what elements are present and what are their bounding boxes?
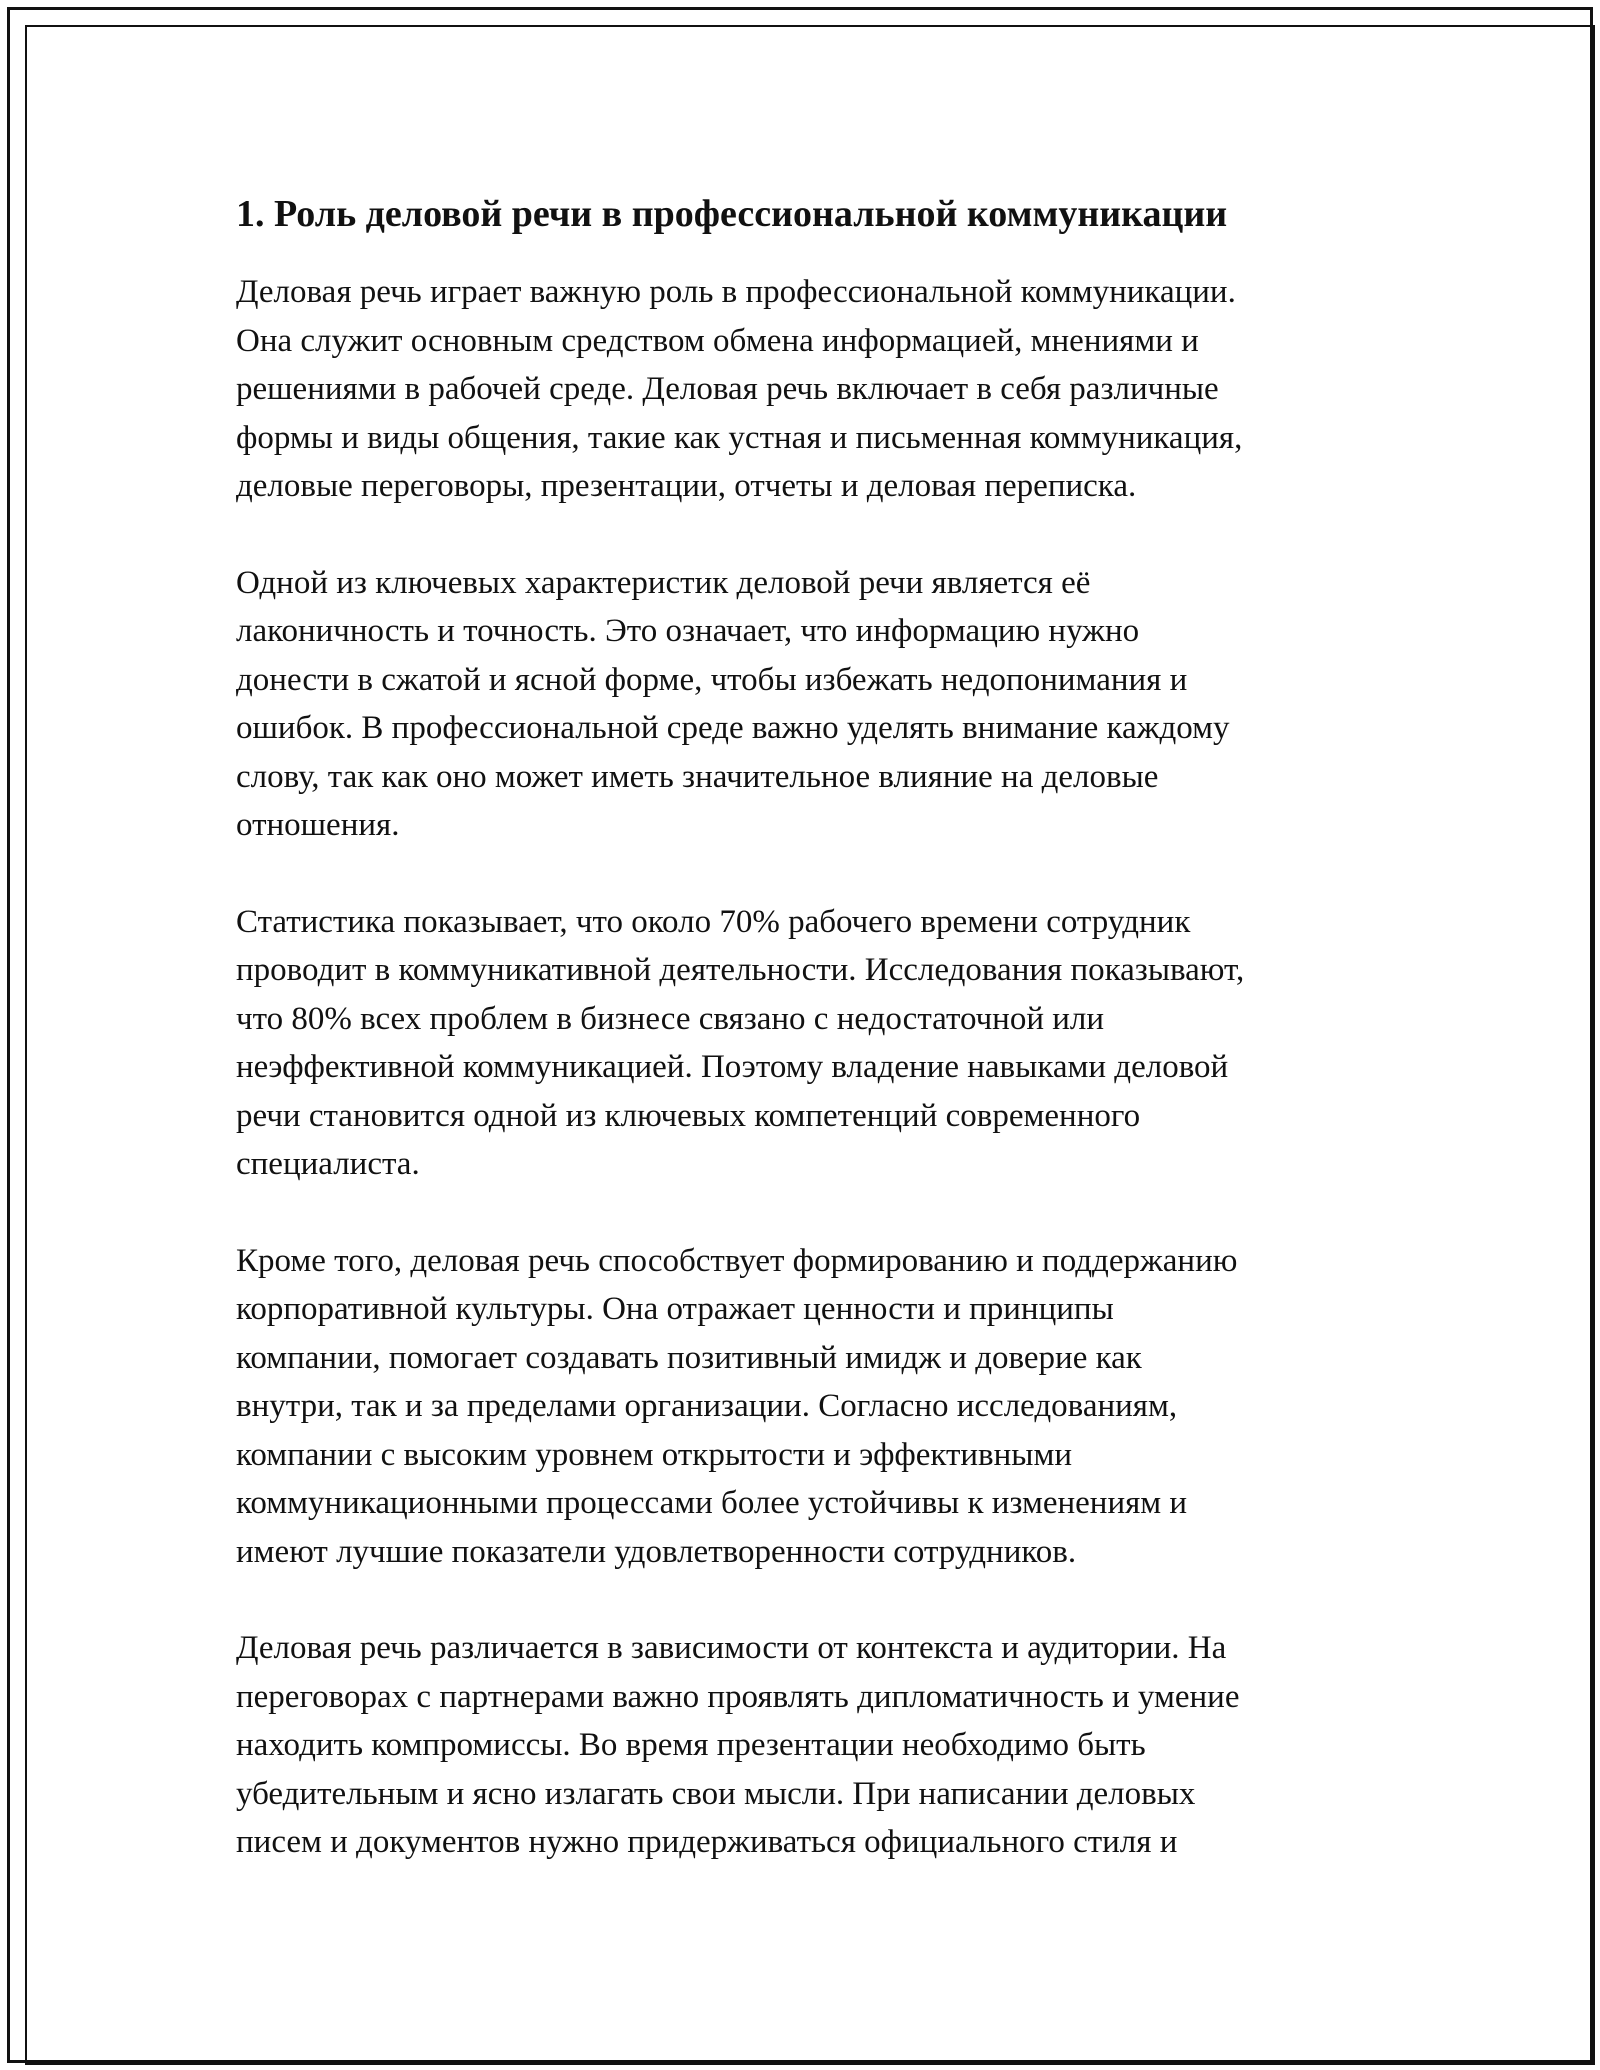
paragraph-1: Деловая речь играет важную роль в профессиональной коммуникации. Она служит основным средством обмена информацией, мнениями и решениями в рабочей среде. Деловая речь включает в себя различные формы и виды общения, такие как устная и письменная коммуникация, деловые переговоры, презентации, отчеты и деловая переписка. xyxy=(236,274,1243,504)
section-title: 1. Роль деловой речи в профессиональной коммуникации xyxy=(236,193,1228,235)
paragraph-5: Деловая речь различается в зависимости от контекста и аудитории. На переговорах с партнерами важно проявлять дипломатичность и умение находить компромиссы. Во время презентации необходимо быть убедительным и ясно излагать свои мысли. При написании деловых писем и документов нужно придерживаться официального стиля и xyxy=(236,1630,1240,1860)
paragraph-2: Одной из ключевых характеристик деловой речи является её лаконичность и точность. Это означает, что информацию нужно донести в сжатой и ясной форме, чтобы избежать недопонимания и ошибок. В профессиональной среде важно уделять внимание каждому слову, так как оно может иметь значительное влияние на деловые отношения. xyxy=(236,564,1230,843)
paragraph-3: Статистика показывает, что около 70% рабочего времени сотрудник проводит в коммуникативной деятельности. Исследования показывают, что 80% всех проблем в бизнесе связано с недостаточной или неэффективной коммуникацией. Поэтому владение навыками деловой речи становится одной из ключевых компетенций современного специалиста. xyxy=(236,903,1245,1182)
document-body xyxy=(236,186,1396,1915)
paragraph-4: Кроме того, деловая речь способствует формированию и поддержанию корпоративной культуры. Она отражает ценности и принципы компании, помогает создавать позитивный имидж и доверие как внутри, так и за пределами организации. Согласно исследованиям, компании с высоким уровнем открытости и эффективными коммуникационными процессами более устойчивы к изменениям и имеют лучшие показатели удовлетворенности сотрудников. xyxy=(236,1242,1238,1570)
